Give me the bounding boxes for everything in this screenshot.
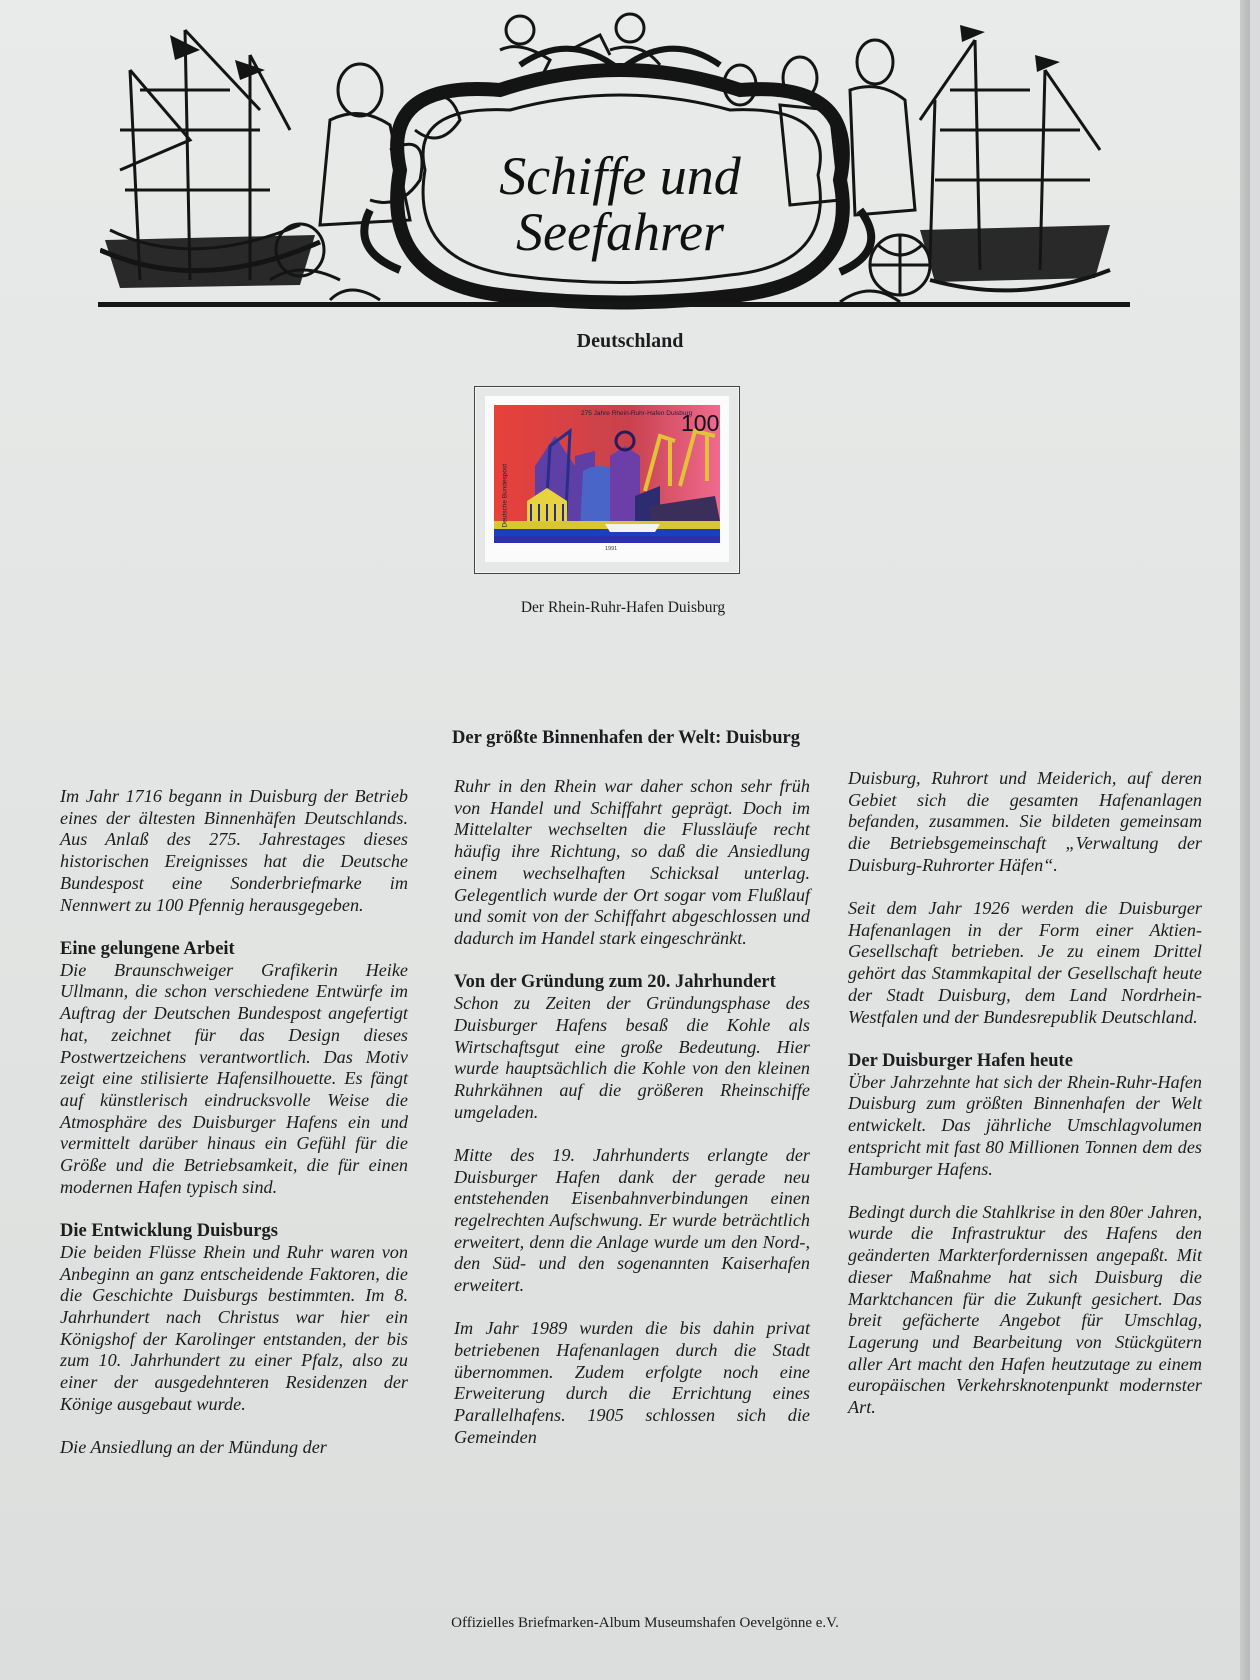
section-heading: Von der Gründung zum 20. Jahrhundert xyxy=(454,972,776,993)
stamp-issuer: Deutsche Bundespost xyxy=(501,463,509,528)
paragraph: Duisburg, Ruhrort und Meiderich, auf deren Gebiet sich die gesamten Hafenanlagen befanden, zusammen. Sie bildeten gemeinsam die Betriebsgemeinschaft „Verwaltung der Duisburg-Ruhrorter Häfen“. xyxy=(848,768,1202,875)
album-title-line2: Seefahrer xyxy=(516,202,724,262)
paragraph: Im Jahr 1716 begann in Duisburg der Betrieb eines der ältesten Binnenhäfen Deutschlands. Aus Anlaß des 275. Jahrestages dieses historischen Ereignisses hat die Deutsche Bundespost eine Sonderbriefmarke im Nennwert zu 100 Pfennig herausgegeben. xyxy=(60,786,408,915)
header-illustration xyxy=(100,10,1130,330)
text-column-1 xyxy=(60,786,408,1480)
section-entwicklung-duisburgs xyxy=(60,1220,408,1416)
text-column-3 xyxy=(848,768,1202,1440)
album-title-line1: Schiffe und xyxy=(499,146,741,206)
paragraph: Mitte des 19. Jahrhunderts erlangte der Duisburger Hafen dank der gerade neu entstehenden Eisenbahnverbindungen einen regelrechten Aufschwung. Er wurde beträchtlich erweitert, denn die Anlage wurde um den Nord-, den Süd- und den sogenannten Kaiserhafen erweitert. xyxy=(454,1144,810,1296)
paragraph: Über Jahrzehnte hat sich der Rhein-Ruhr-Hafen Duisburg zum größten Binnenhafen der Welt entwickelt. Das jährliche Umschlagvolumen entspricht mit fast 80 Millionen Tonnen dem des Hamburger Hafens. xyxy=(848,1071,1202,1179)
section-heading: Eine gelungene Arbeit xyxy=(60,938,235,959)
paragraph: Ruhr in den Rhein war daher schon sehr früh von Handel und Schiffahrt geprägt. Doch im Mittelalter wechselten die Flussläufe recht häufig ihre Richtung, so daß die Ansiedlung einem wechselhaften Schicksal unterlag. Gelegentlich wurde der Ort sogar vom Flußlauf und somit von der Schiffahrt abgeschlossen und dadurch im Handel stark eingeschränkt. xyxy=(454,776,810,948)
section-gruendung xyxy=(454,971,810,1123)
text-column-2 xyxy=(454,776,810,1470)
paragraph: Die Ansiedlung an der Mündung der xyxy=(60,1437,327,1458)
album-title xyxy=(450,148,790,260)
country-heading: Deutschland xyxy=(576,330,684,352)
album-footer: Offizielles Briefmarken-Album Museumshafen Oevelgönne e.V. xyxy=(451,1615,839,1631)
paragraph: Die Braunschweiger Grafikerin Heike Ullmann, die schon verschiedene Entwürfe im Auftrag der Deutschen Bundespost angefertigt hat, zeichnet für das Design dieses Postwertzeichens verantwortlich. Das Motiv zeigt eine stilisierte Hafensilhouette. Es fängt auf künstlerisch eindrucksvolle Weise die Atmosphäre des Duisburger Hafens ein und vermittelt darüber hinaus ein Gefühl für die Größe und die Betriebsamkeit, die für einen modernen Hafen typisch sind. xyxy=(60,959,408,1197)
stamp-year: 1991 xyxy=(605,546,618,552)
header-rule xyxy=(98,302,1130,307)
paragraph: Im Jahr 1989 wurden die bis dahin privat betriebenen Hafenanlagen durch die Stadt übernommen. Zudem erfolgte noch eine Erweiterung durch die Errichtung eines Parallelhafens. 1905 schlossen sich die Gemeinden xyxy=(454,1318,810,1447)
stamp-caption: Der Rhein-Ruhr-Hafen Duisburg xyxy=(520,599,726,616)
section-hafen-heute xyxy=(848,1050,1202,1181)
stamp-denomination: 100 xyxy=(681,410,720,436)
paragraph: Schon zu Zeiten der Gründungsphase des Duisburger Hafens besaß die Kohle als Wirtschaftsgut eine große Bedeutung. Hier wurde hauptsächlich die Kohle von den kleinen Ruhrkähnen auf die größeren Rheinschiffe umgeladen. xyxy=(454,993,810,1122)
page-edge xyxy=(1240,0,1250,1680)
article-heading: Der größte Binnenhafen der Welt: Duisburg xyxy=(452,728,800,748)
section-heading: Der Duisburger Hafen heute xyxy=(848,1050,1073,1071)
section-heading: Die Entwicklung Duisburgs xyxy=(60,1220,278,1241)
paragraph: Die beiden Flüsse Rhein und Ruhr waren von Anbeginn an ganz entscheidende Faktoren, die die Geschichte Duisburgs bestimmten. Im 8. Jahrhundert nach Christus war hier ein Königshof der Karolinger entstanden, der bis zum 10. Jahrhundert zu einer Pfalz, also zu einer der ausgedehnteren Residenzen der Könige ausgebaut wurde. xyxy=(60,1241,408,1414)
section-gelungene-arbeit xyxy=(60,938,408,1199)
stamp-mount xyxy=(474,386,740,574)
paragraph: Bedingt durch die Stahlkrise in den 80er Jahren, wurde die Infrastruktur des Hafens den geänderten Markterfordernissen angepaßt. Mit dieser Maßnahme hat sich Duisburg die Marktchancen für die Zukunft gesichert. Das breit gefächerte Angebot für Umschlag, Lagerung und Bearbeitung von Stückgütern aller Art macht den Hafen heutzutage zu einem europäischen Verkehrsknotenpunkt modernster Art. xyxy=(848,1201,1202,1418)
postage-stamp xyxy=(485,396,729,562)
paragraph: Seit dem Jahr 1926 werden die Duisburger Hafenanlagen in der Form einer Aktien-Gesellschaft betrieben. Je zu einem Drittel gehört das Stammkapital der Gesellschaft heute der Stadt Duisburg, dem Land Nordrhein-Westfalen und der Bundesrepublik Deutschland. xyxy=(848,898,1202,1027)
stamp-inscription: 275 Jahre Rhein-Ruhr-Hafen Duisburg xyxy=(581,410,693,417)
